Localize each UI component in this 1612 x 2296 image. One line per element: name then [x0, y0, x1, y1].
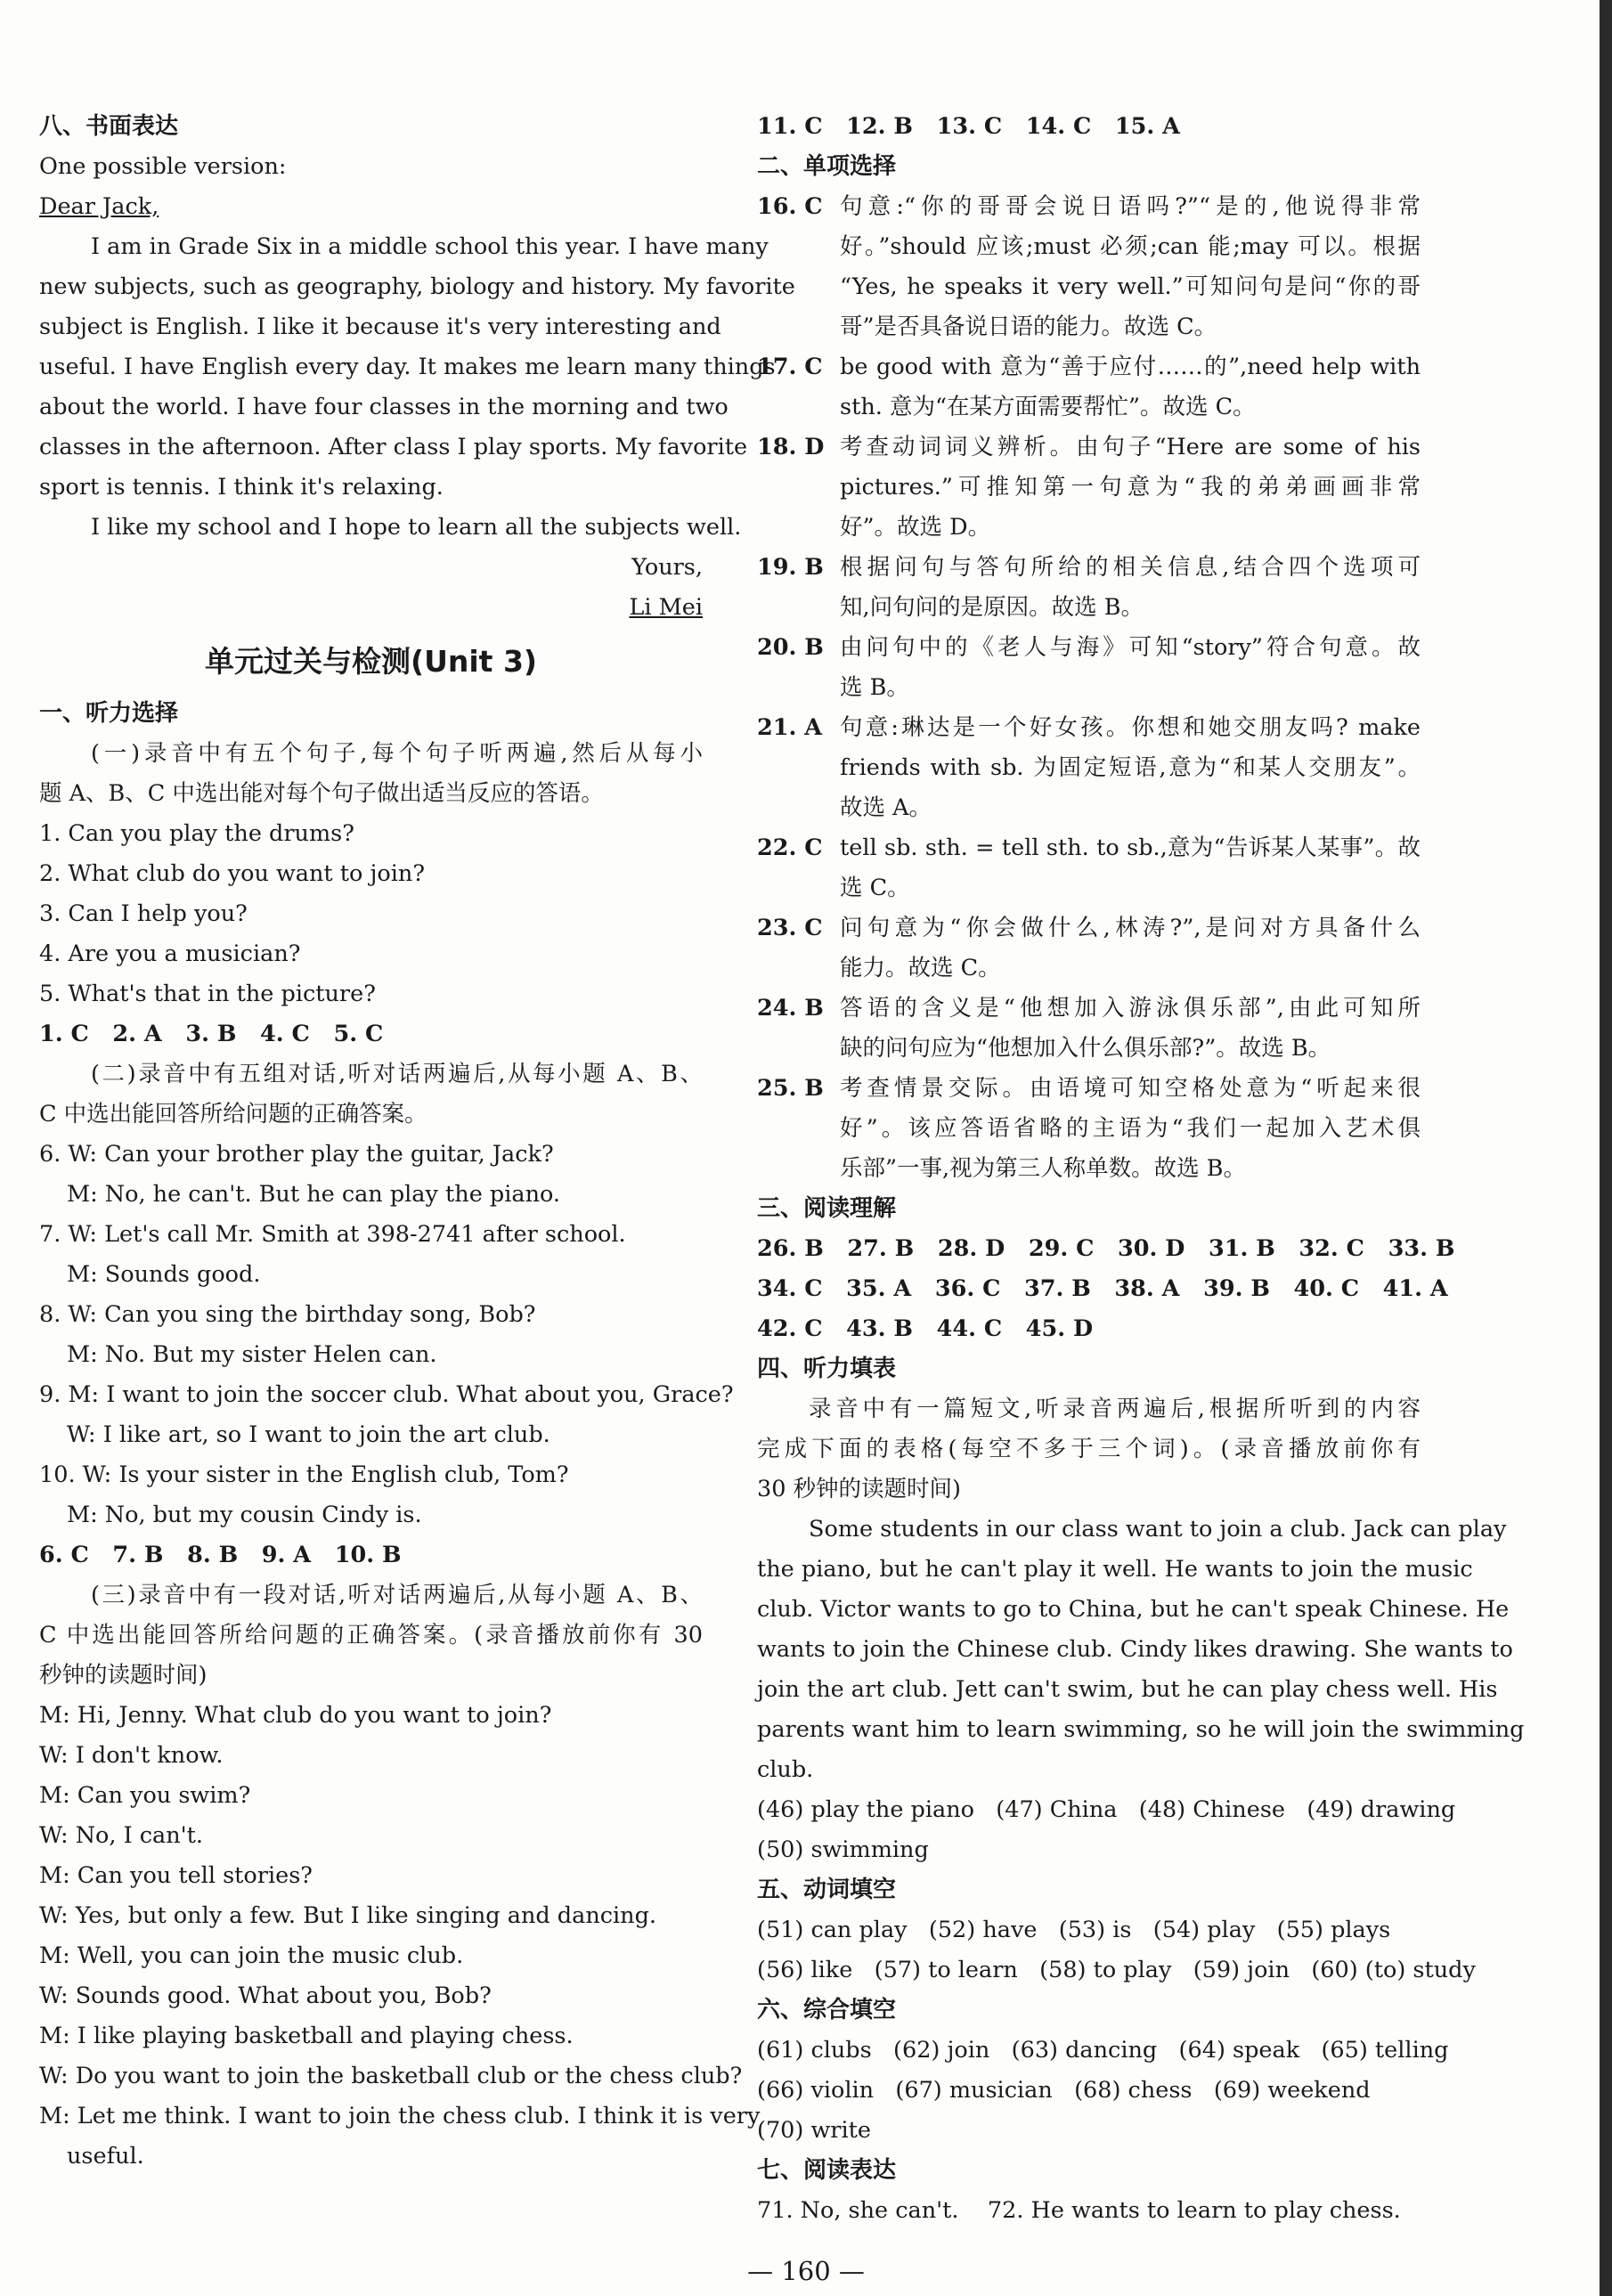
- text-line: 录音中有一篇短文,听录音两遍后,根据所听到的内容: [809, 1396, 1421, 1422]
- answer-key-line: 34. C 35. A 36. C 37. B 38. A 39. B 40. C 41. A: [757, 1275, 1448, 1302]
- text-line: W: Sounds good. What about you, Bob?: [39, 1983, 492, 2009]
- section-heading: 三、阅读理解: [757, 1195, 897, 1222]
- section-heading: 二、单项选择: [757, 153, 897, 180]
- question-answer-number: 16. C: [757, 193, 823, 220]
- single-choice-explanations: [757, 187, 1421, 1189]
- text-line: (三)录音中有一段对话,听对话两遍后,从每小题 A、B、: [91, 1582, 703, 1608]
- text-line: Some students in our class want to join a club. Jack can play: [809, 1516, 1507, 1543]
- text-line: the piano, but he can't play it well. He wants to join the music: [757, 1556, 1473, 1583]
- text-line: join the art club. Jett can't swim, but he can play chess well. His: [757, 1676, 1498, 1703]
- question-explanation: [757, 1069, 1421, 1189]
- answer-key-line: 42. C 43. B 44. C 45. D: [757, 1315, 1094, 1342]
- right-column: [757, 107, 1525, 2231]
- text-line: subject is English. I like it because it's very interesting and: [39, 313, 721, 340]
- text-line: M: Well, you can join the music club.: [39, 1942, 464, 1969]
- text-line: useful.: [67, 2143, 144, 2170]
- text-line: (51) can play (52) have (53) is (54) play (55) plays: [757, 1917, 1391, 1943]
- explanation-line: 知,问句问的是原因。故选 B。: [840, 594, 1144, 621]
- text-line: club. Victor wants to go to China, but he can't speak Chinese. He: [757, 1596, 1510, 1623]
- text-line: 6. W: Can your brother play the guitar, Jack?: [39, 1141, 554, 1168]
- text-line: M: Let me think. I want to join the chess club. I think it is very: [39, 2103, 761, 2129]
- explanation-line: 好”。该应答语省略的主语为“我们一起加入艺术俱: [840, 1115, 1421, 1142]
- explanation-line: 能力。故选 C。: [840, 955, 1001, 981]
- explanation-line: 考查动词词义辨析。由句子“Here are some of his: [840, 434, 1421, 460]
- explanation-line: 句意:琳达是一个好女孩。你想和她交朋友吗? make: [840, 714, 1421, 741]
- explanation-line: 哥”是否具备说日语的能力。故选 C。: [840, 313, 1217, 340]
- text-line: M: Can you swim?: [39, 1782, 251, 1809]
- explanation-line: friends with sb. 为固定短语,意为“和某人交朋友”。: [840, 754, 1421, 781]
- text-line: 71. No, she can't. 72. He wants to learn to play chess.: [757, 2197, 1401, 2224]
- explanation-line: 根据问句与答句所给的相关信息,结合四个选项可: [840, 554, 1421, 581]
- question-answer-number: 23. C: [757, 915, 823, 941]
- text-line: classes in the afternoon. After class I play sports. My favorite: [39, 434, 748, 460]
- text-line: Yours,: [631, 554, 703, 581]
- question-answer-number: 19. B: [757, 554, 824, 581]
- text-line: sport is tennis. I think it's relaxing.: [39, 474, 444, 501]
- text-line: One possible version:: [39, 153, 287, 180]
- text-line: (一)录音中有五个句子,每个句子听两遍,然后从每小: [91, 740, 703, 767]
- explanation-line: 选 C。: [840, 875, 910, 901]
- text-line: (50) swimming: [757, 1836, 929, 1863]
- explanation-line: 缺的问句应为“他想加入什么俱乐部?”。故选 B。: [840, 1035, 1331, 1062]
- text-line: I like my school and I hope to learn all the subjects well.: [91, 514, 742, 541]
- explanation-line: 乐部”一事,视为第三人称单数。故选 B。: [840, 1155, 1246, 1182]
- text-line: 8. W: Can you sing the birthday song, Bob?: [39, 1301, 536, 1328]
- question-answer-number: 17. C: [757, 354, 823, 380]
- text-line: (61) clubs (62) join (63) dancing (64) speak (65) telling: [757, 2037, 1449, 2064]
- question-explanation: [757, 989, 1421, 1069]
- answer-key-line: 11. C 12. B 13. C 14. C 15. A: [757, 113, 1180, 140]
- explanation-line: 选 B。: [840, 674, 909, 701]
- explanation-line: 句意:“你的哥哥会说日语吗?”“是的,他说得非常: [840, 193, 1421, 220]
- text-line: M: I like playing basketball and playing chess.: [39, 2023, 574, 2049]
- explanation-line: sth. 意为“在某方面需要帮忙”。故选 C。: [840, 394, 1256, 420]
- text-line: 3. Can I help you?: [39, 900, 248, 927]
- text-line: 30 秒钟的读题时间): [757, 1476, 962, 1502]
- section-heading: 五、动词填空: [757, 1877, 897, 1903]
- question-explanation: [757, 908, 1421, 989]
- explanation-line: 好”。故选 D。: [840, 514, 991, 541]
- section-heading: 一、听力选择: [39, 700, 179, 727]
- explanation-line: 问句意为“你会做什么,林涛?”,是问对方具备什么: [840, 915, 1421, 941]
- explanation-line: tell sb. sth. = tell sth. to sb.,意为“告诉某人某事”。故: [840, 835, 1421, 861]
- question-explanation: [757, 708, 1421, 828]
- text-line: (66) violin (67) musician (68) chess (69) weekend: [757, 2077, 1371, 2104]
- question-answer-number: 20. B: [757, 634, 824, 661]
- text-line: new subjects, such as geography, biology and history. My favorite: [39, 273, 795, 300]
- text-line: M: Can you tell stories?: [39, 1862, 313, 1889]
- explanation-line: 由问句中的《老人与海》可知“story”符合句意。故: [840, 634, 1421, 661]
- text-line: 2. What club do you want to join?: [39, 860, 426, 887]
- question-explanation: [757, 347, 1421, 427]
- text-line: useful. I have English every day. It makes me learn many things: [39, 354, 776, 380]
- text-line: 7. W: Let's call Mr. Smith at 398-2741 after school.: [39, 1221, 626, 1248]
- text-line: W: I like art, so I want to join the art club.: [67, 1421, 550, 1448]
- explanation-line: be good with 意为“善于应付……的”,need help with: [840, 354, 1421, 380]
- question-explanation: [757, 427, 1421, 548]
- text-line: 9. M: I want to join the soccer club. What about you, Grace?: [39, 1381, 734, 1408]
- text-line: W: No, I can't.: [39, 1822, 204, 1849]
- question-answer-number: 22. C: [757, 835, 823, 861]
- explanation-line: “Yes, he speaks it very well.”可知问句是问“你的哥: [840, 273, 1421, 300]
- text-line: 1. Can you play the drums?: [39, 820, 354, 847]
- text-line: M: No, but my cousin Cindy is.: [67, 1502, 422, 1528]
- explanation-line: 答语的含义是“他想加入游泳俱乐部”,由此可知所: [840, 995, 1421, 1022]
- text-line: I am in Grade Six in a middle school this year. I have many: [91, 233, 769, 260]
- text-line: M: Hi, Jenny. What club do you want to join?: [39, 1702, 552, 1729]
- text-line: (56) like (57) to learn (58) to play (59) join (60) (to) study: [757, 1957, 1476, 1983]
- text-line: 4. Are you a musician?: [39, 940, 301, 967]
- text-line: W: Yes, but only a few. But I like singing and dancing.: [39, 1902, 657, 1929]
- section-heading: 七、阅读表达: [757, 2157, 897, 2184]
- text-line: wants to join the Chinese club. Cindy likes drawing. She wants to: [757, 1636, 1513, 1663]
- text-line: M: No, he can't. But he can play the piano.: [67, 1181, 561, 1208]
- text-line: C 中选出能回答所给问题的正确答案。: [39, 1101, 427, 1128]
- text-line: (46) play the piano (47) China (48) Chinese (49) drawing: [757, 1796, 1456, 1823]
- text-line: 完成下面的表格(每空不多于三个词)。(录音播放前你有: [757, 1436, 1421, 1462]
- question-explanation: [757, 628, 1421, 708]
- text-line: 5. What's that in the picture?: [39, 981, 376, 1007]
- explanation-line: 好。”should 应该;must 必须;can 能;may 可以。根据: [840, 233, 1421, 260]
- text-line: W: Do you want to join the basketball club or the chess club?: [39, 2063, 743, 2089]
- answers-11-15-block: [757, 107, 1421, 187]
- question-answer-number: 21. A: [757, 714, 823, 741]
- text-line: 题 A、B、C 中选出能对每个句子做出适当反应的答语。: [39, 780, 604, 807]
- answer-key-line: 1. C 2. A 3. B 4. C 5. C: [39, 1021, 384, 1047]
- text-line: (二)录音中有五组对话,听对话两遍后,从每小题 A、B、: [91, 1061, 703, 1087]
- text-line: Li Mei: [629, 594, 703, 621]
- answer-key-line: 26. B 27. B 28. D 29. C 30. D 31. B 32. C 33. B: [757, 1235, 1455, 1262]
- section-heading: 六、综合填空: [757, 1997, 897, 2023]
- question-answer-number: 24. B: [757, 995, 824, 1022]
- section-heading: 八、书面表达: [39, 113, 179, 140]
- explanation-line: 故选 A。: [840, 794, 932, 821]
- text-line: 秒钟的读题时间): [39, 1662, 208, 1689]
- question-answer-number: 18. D: [757, 434, 825, 460]
- text-line: C 中选出能回答所给问题的正确答案。(录音播放前你有 30: [39, 1622, 703, 1649]
- explanation-line: 考查情景交际。由语境可知空格处意为“听起来很: [840, 1075, 1421, 1102]
- page-number: — 160 —: [747, 2256, 865, 2286]
- question-explanation: [757, 548, 1421, 628]
- text-line: 10. W: Is your sister in the English club, Tom?: [39, 1461, 569, 1488]
- question-explanation: [757, 187, 1421, 347]
- answer-key-line: 6. C 7. B 8. B 9. A 10. B: [39, 1542, 402, 1568]
- unit-title: 单元过关与检测(Unit 3): [205, 644, 537, 679]
- text-line: club.: [757, 1756, 814, 1783]
- explanation-line: pictures.”可推知第一句意为“我的弟弟画画非常: [840, 474, 1421, 501]
- text-line: Dear Jack,: [39, 193, 159, 220]
- question-explanation: [757, 828, 1421, 908]
- text-line: M: Sounds good.: [67, 1261, 261, 1288]
- text-line: M: No. But my sister Helen can.: [67, 1341, 437, 1368]
- scan-edge-shadow: [1600, 0, 1612, 2296]
- question-answer-number: 25. B: [757, 1075, 824, 1102]
- text-line: parents want him to learn swimming, so he will join the swimming: [757, 1716, 1525, 1743]
- section-heading: 四、听力填表: [757, 1356, 897, 1382]
- text-line: W: I don't know.: [39, 1742, 224, 1769]
- text-line: (70) write: [757, 2117, 871, 2144]
- remaining-answers-block: [757, 1189, 1525, 2231]
- text-line: about the world. I have four classes in the morning and two: [39, 394, 729, 420]
